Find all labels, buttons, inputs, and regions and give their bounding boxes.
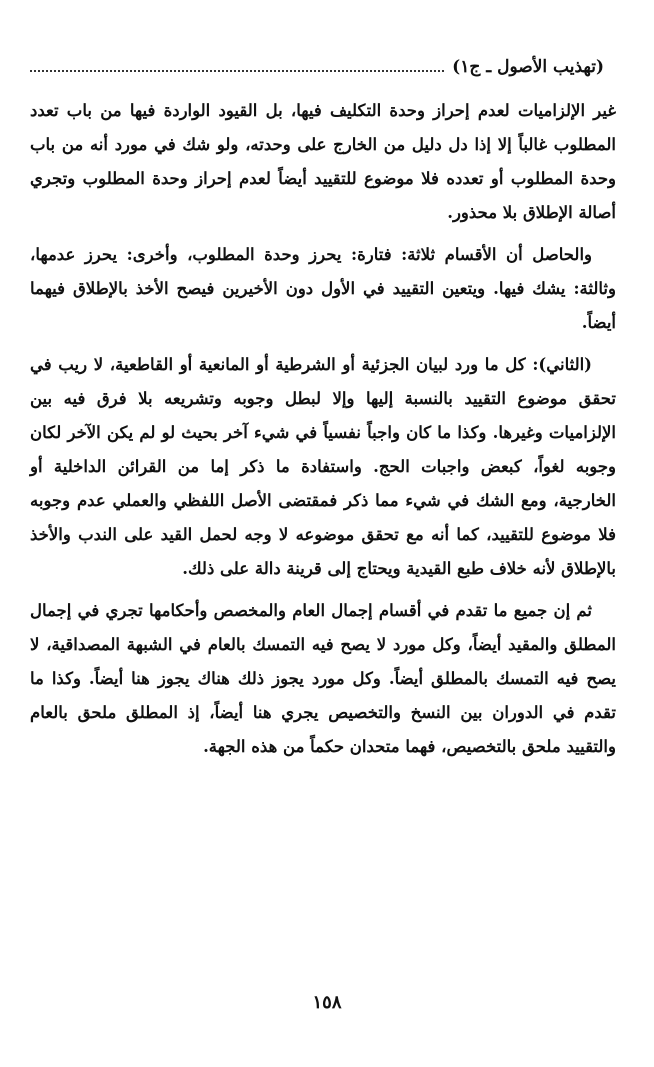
paragraph-3: (الثاني): كل ما ورد لبيان الجزئية أو الشرطية أو المانعية أو القاطعية، لا ريب في تحقق موضوع التقييد بالنسبة إليها وإلا لبطل وجوبه وتشريعه بلا فرق فيه بين الإلزاميات وغيرها. وكذا ما كان واجباً نفسياً في شيء آخر بحيث لو لم يكن الآخر لكان وجوبه لغواً، كبعض واجبات الحج. واستفادة ما ذكر إما من القرائن الداخلية أو الخارجية، ومع الشك في شيء مما ذكر فمقتضى الأصل اللفظي والعملي عدم وجوبه فلا موضوع للتقييد، كما أنه مع تحقق موضوعه لا وجه لحمل القيد على الندب والأخذ بالإطلاق لأنه خلاف طبع القيدية ويحتاج إلى قرينة دالة على ذلك. bbox=[30, 355, 616, 578]
running-header bbox=[30, 54, 604, 80]
running-title: (تهذيب الأصول ـ ج١) bbox=[452, 57, 604, 77]
paragraph-1: غير الإلزاميات لعدم إحراز وحدة التكليف فيها، بل القيود الواردة فيها من باب تعدد المطلوب غالباً إلا إذا دل دليل من الخارج على وحدته، ولو شك في مورد أنه من باب وحدة المطلوب أو تعدده فلا موضوع للتقييد أيضاً لعدم إحراز وحدة المطلوب وتجري أصالة الإطلاق بلا محذور. bbox=[30, 101, 616, 222]
paragraph-2: والحاصل أن الأقسام ثلاثة: فتارة: يحرز وحدة المطلوب، وأخرى: يحرز عدمها، وثالثة: يشك فيها. ويتعين التقييد في الأول دون الأخيرين فيصح الأخذ بالإطلاق فيهما أيضاً. bbox=[30, 245, 616, 332]
page-number: ١٥٨ bbox=[312, 992, 342, 1013]
header-dotted-leader bbox=[30, 69, 444, 72]
page-body bbox=[30, 94, 616, 772]
paragraph-4: ثم إن جميع ما تقدم في أقسام إجمال العام والمخصص وأحكامها تجري في إجمال المطلق والمقيد أيضاً، وكل مورد لا يصح فيه التمسك بالعام في الشبهة المصداقية، لا يصح فيه التمسك بالمطلق أيضاً. وكل مورد يجوز ذلك هناك يجوز هنا أيضاً. وكذا ما تقدم في الدوران بين النسخ والتخصيص يجري هنا أيضاً، إذ المطلق ملحق بالعام والتقييد ملحق بالتخصيص، فهما متحدان حكماً من هذه الجهة. bbox=[30, 601, 616, 756]
